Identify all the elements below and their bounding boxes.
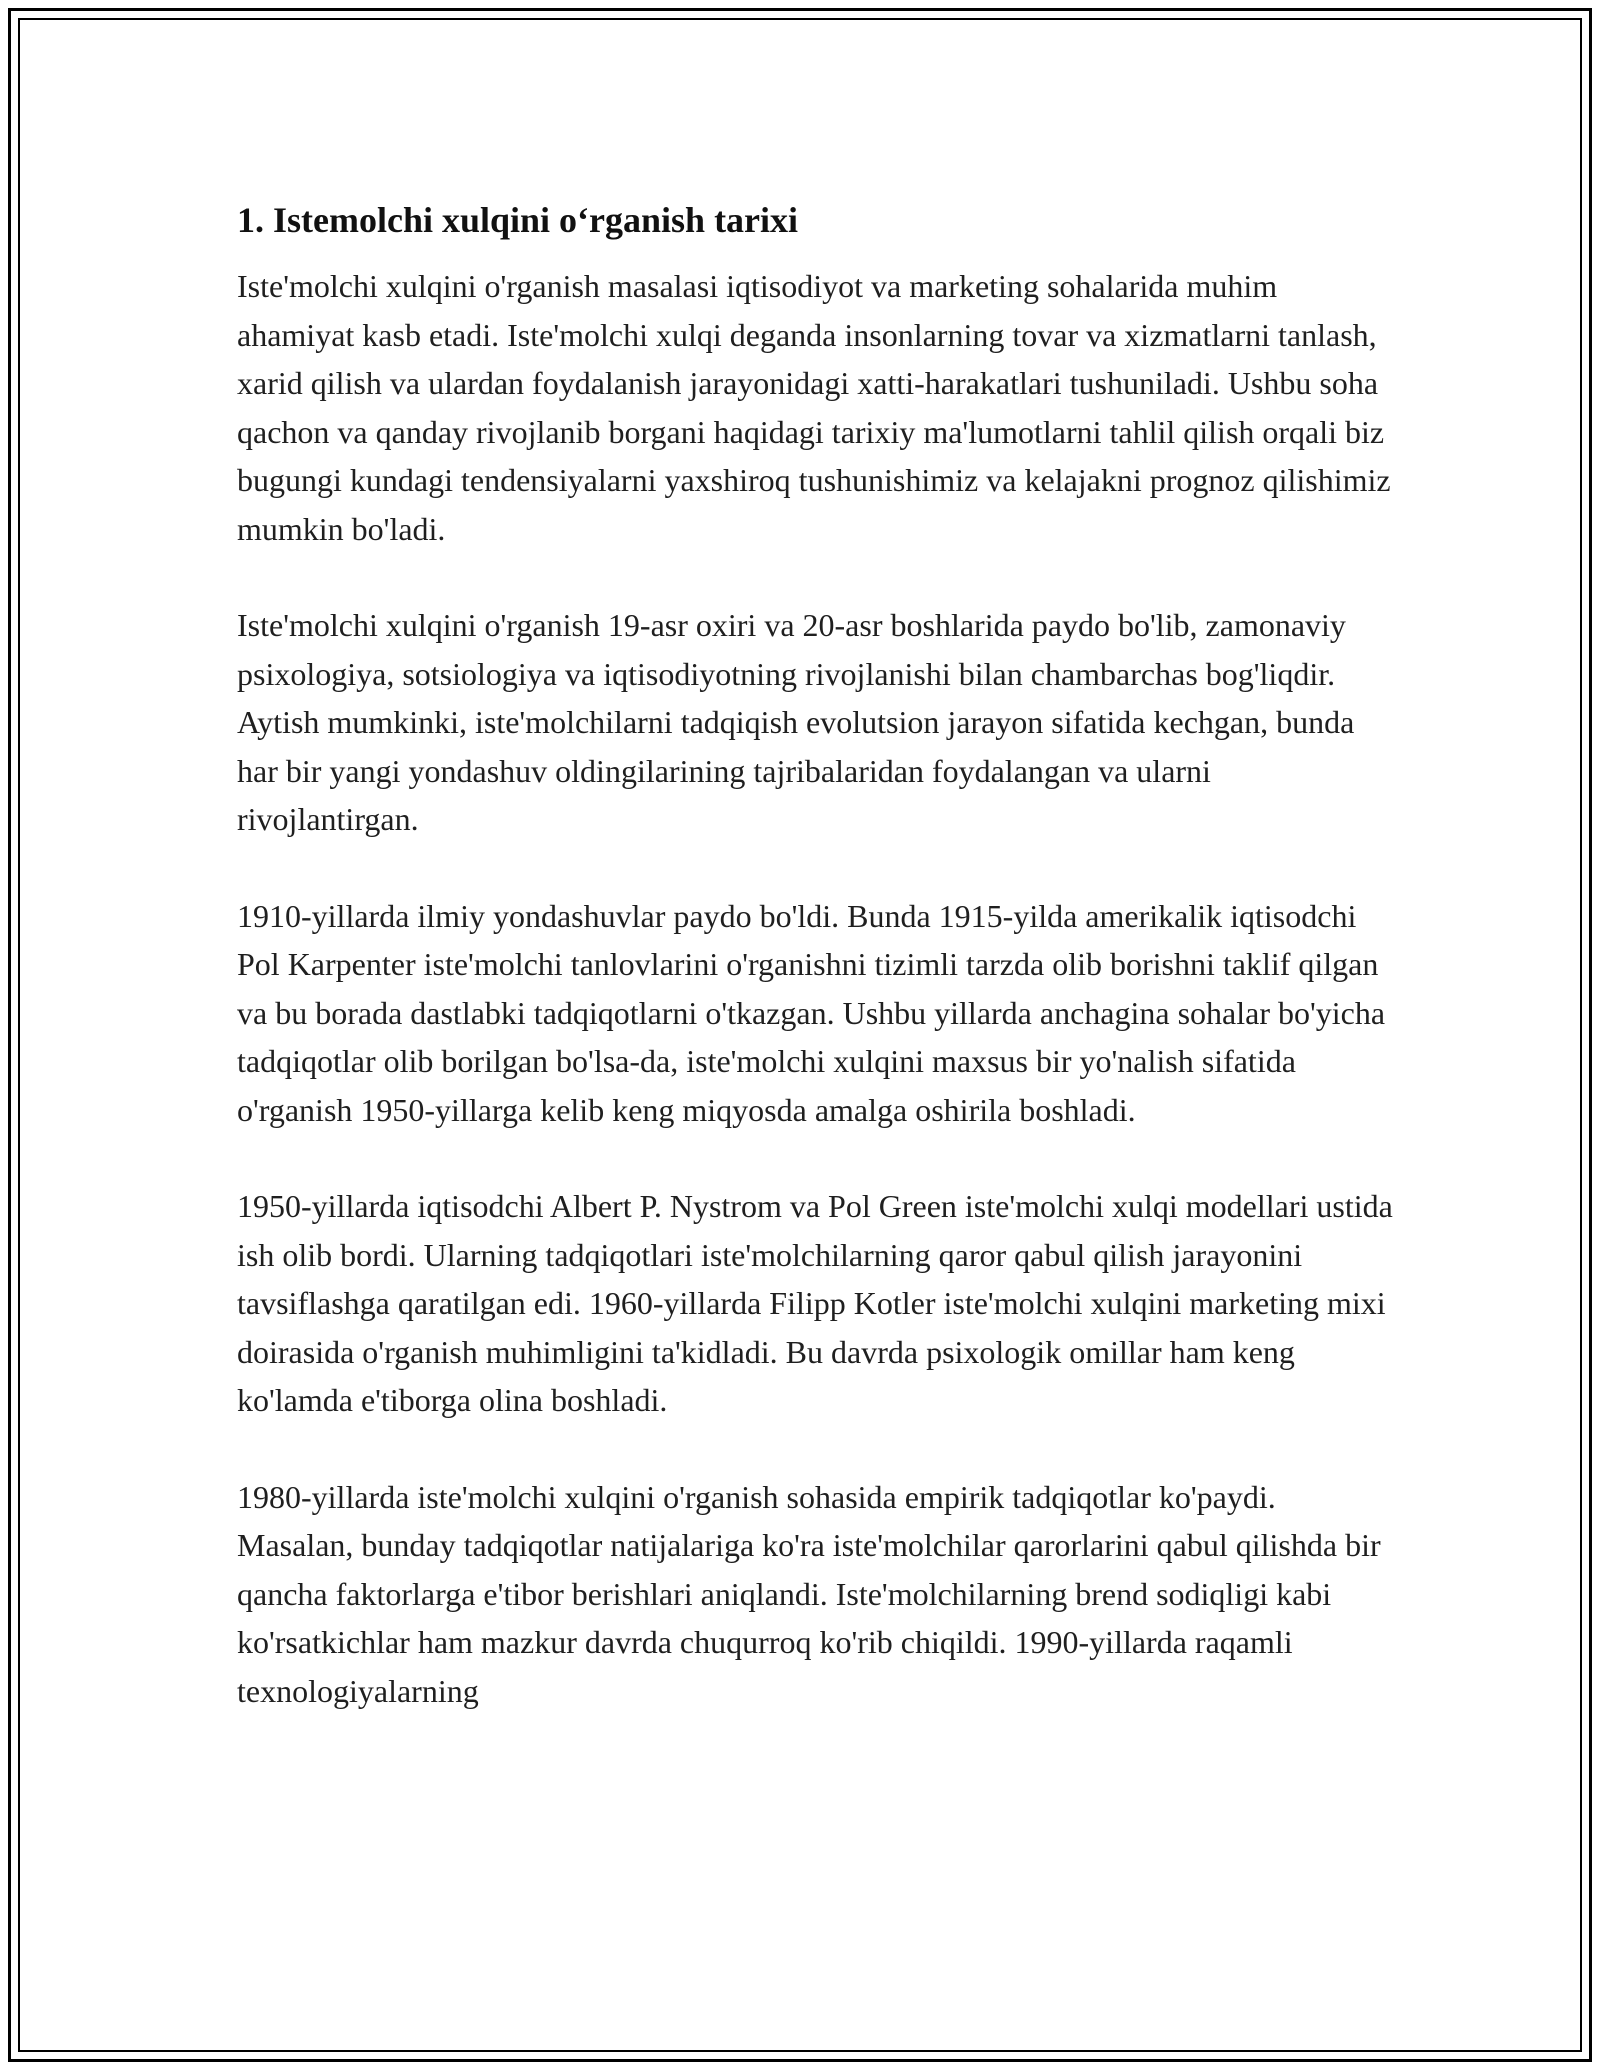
paragraph-intro: Iste'molchi xulqini o'rganish masalasi iqtisodiyot va marketing sohalarida muhim ahamiyat kasb etadi. Iste'molchi xulqi deganda insonlarning tovar va xizmatlarni tanlash, xarid qilish va ulardan foydalanish jarayonidagi xatti-harakatlari tushuniladi. Ushbu soha qachon va qanday rivojlanib borgani haqidagi tarixiy ma'lumotlarni tahlil qilish orqali biz bugungi kundagi tendensiyalarni yaxshiroq tushunishimiz va kelajakni prognoz qilishimiz mumkin bo'ladi. xyxy=(237,268,1391,547)
paragraph-1910s: 1910-yillarda ilmiy yondashuvlar paydo bo'ldi. Bunda 1915-yilda amerikalik iqtisodchi Pol Karpenter iste'molchi tanlovlarini o'rganishni tizimli tarzda olib borishni taklif qilgan va bu borada dastlabki tadqiqotlarni o'tkazgan. Ushbu yillarda anchagina sohalar bo'yicha tadqiqotlar olib borilgan bo'lsa-da, iste'molchi xulqini maxsus bir yo'nalish sifatida o'rganish 1950-yillarga kelib keng miqyosda amalga oshirila boshladi. xyxy=(237,897,1386,1128)
section-heading: 1. Istemolchi xulqini o‘rganish tarixi xyxy=(237,200,799,240)
document-body xyxy=(237,198,1397,1763)
paragraph-origins: Iste'molchi xulqini o'rganish 19-asr oxiri va 20-asr boshlarida paydo bo'lib, zamonaviy psixologiya, sotsiologiya va iqtisodiyotning rivojlanishi bilan chambarchas bog'liqdir. Aytish mumkinki, iste'molchilarni tadqiqish evolutsion jarayon sifatida kechgan, bunda har bir yangi yondashuv oldingilarining tajribalaridan foydalangan va ularni rivojlantirgan. xyxy=(237,607,1355,837)
paragraph-1950s: 1950-yillarda iqtisodchi Albert P. Nystrom va Pol Green iste'molchi xulqi modellari ustida ish olib bordi. Ularning tadqiqotlari iste'molchilarning qaror qabul qilish jarayonini tavsiflashga qaratilgan edi. 1960-yillarda Filipp Kotler iste'molchi xulqini marketing mixi doirasida o'rganish muhimligini ta'kidladi. Bu davrda psixologik omillar ham keng ko'lamda e'tiborga olina boshladi. xyxy=(237,1188,1393,1418)
paragraph-1980s: 1980-yillarda iste'molchi xulqini o'rganish sohasida empirik tadqiqotlar ko'paydi. Masalan, bunday tadqiqotlar natijalariga ko'ra iste'molchilar qarorlarini qabul qilishda bir qancha faktorlarga e'tibor berishlari aniqlandi. Iste'molchilarning brend sodiqligi kabi ko'rsatkichlar ham mazkur davrda chuqurroq ko'rib chiqildi. 1990-yillarda raqamli texnologiyalarning xyxy=(237,1478,1381,1709)
document-page xyxy=(8,8,1592,2062)
